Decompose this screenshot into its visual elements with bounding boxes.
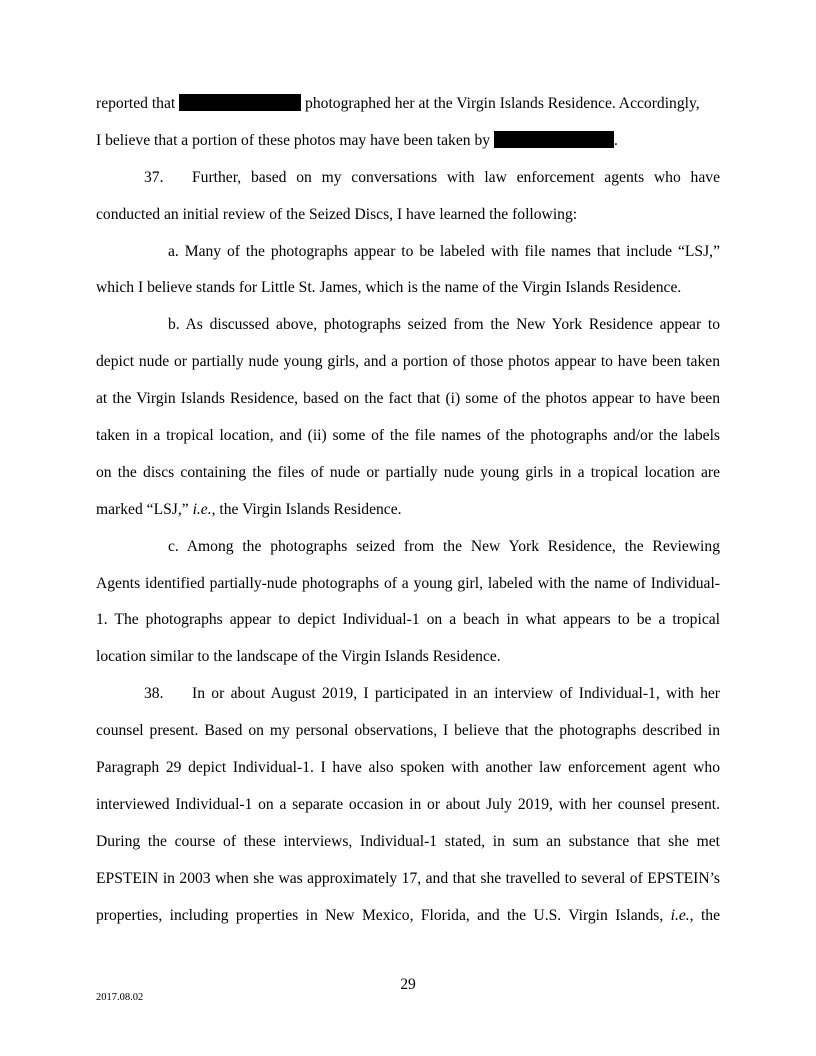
text-line: which I believe stands for Little St. James, which is the name of the Virgin Islands Residence. [96,279,682,297]
text-line: counsel present. Based on my personal observations, I believe that the photographs described in [96,722,720,740]
item-c-first-line: c. Among the photographs seized from the New York Residence, the Reviewing [168,537,720,555]
text-line: Agents identified partially-nude photographs of a young girl, labeled with the name of Individual- [96,574,720,592]
document-body [96,86,720,934]
italic-text: , i.e. [659,906,690,924]
text-run: Further, based on my conversations with law enforcement agents who have [192,168,720,186]
text-line: at the Virgin Islands Residence, based on the fact that (i) some of the photos appear to have been [96,390,720,408]
text-run: . [613,131,618,149]
page-number: 29 [400,976,416,993]
text-run: marked “LSJ,” [96,500,193,518]
text-line [96,86,720,123]
text-line: conducted an initial review of the Seized Discs, I have learned the following: [96,205,578,223]
text-run: , the [689,906,720,924]
text-line: depict nude or partially nude young girls, and a portion of those photos appear to have been taken [96,353,720,371]
text-line: taken in a tropical location, and (ii) some of the file names of the photographs and/or the labels [96,427,720,445]
paragraph-number: 38. [144,685,164,703]
redaction-box [179,94,301,111]
text-line: During the course of these interviews, Individual-1 stated, in sum an substance that she met [96,832,720,850]
text-line: EPSTEIN in 2003 when she was approximately 17, and that she travelled to several of EPSTEIN’s [96,869,720,887]
text-run: photographed her at the Virgin Islands Residence. Accordingly, [305,95,700,112]
text-run: , the Virgin Islands Residence. [211,500,402,518]
text-line [96,492,720,529]
paragraph-number: 37. [144,168,164,186]
paragraph-38-first-line [96,676,720,713]
text-line: interviewed Individual-1 on a separate occasion in or about July 2019, with her counsel present. [96,795,720,813]
item-b-first-line: b. As discussed above, photographs seized from the New York Residence appear to [168,316,720,334]
text-run: properties, including properties in New Mexico, Florida, and the U.S. Virgin Islands [96,906,660,924]
text-line [96,123,720,160]
text-line: location similar to the landscape of the Virgin Islands Residence. [96,648,501,666]
italic-text: i.e. [192,500,212,518]
text-line: Paragraph 29 depict Individual-1. I have also spoken with another law enforcement agent who [96,759,720,777]
text-line: on the discs containing the files of nude or partially nude young girls in a tropical location are [96,463,720,481]
footer-date: 2017.08.02 [96,992,144,1003]
text-line: 1. The photographs appear to depict Individual-1 on a beach in what appears to be a tropical [96,611,720,629]
text-run: In or about August 2019, I participated in an interview of Individual-1, with her [192,685,720,703]
text-run: reported that [96,95,176,112]
paragraph-37-first-line [96,160,720,197]
text-run: I believe that a portion of these photos may have been taken by [96,131,491,149]
item-a-first-line: a. Many of the photographs appear to be labeled with file names that include “LSJ,” [168,242,720,260]
text-line [96,898,720,935]
redaction-box [494,131,614,148]
